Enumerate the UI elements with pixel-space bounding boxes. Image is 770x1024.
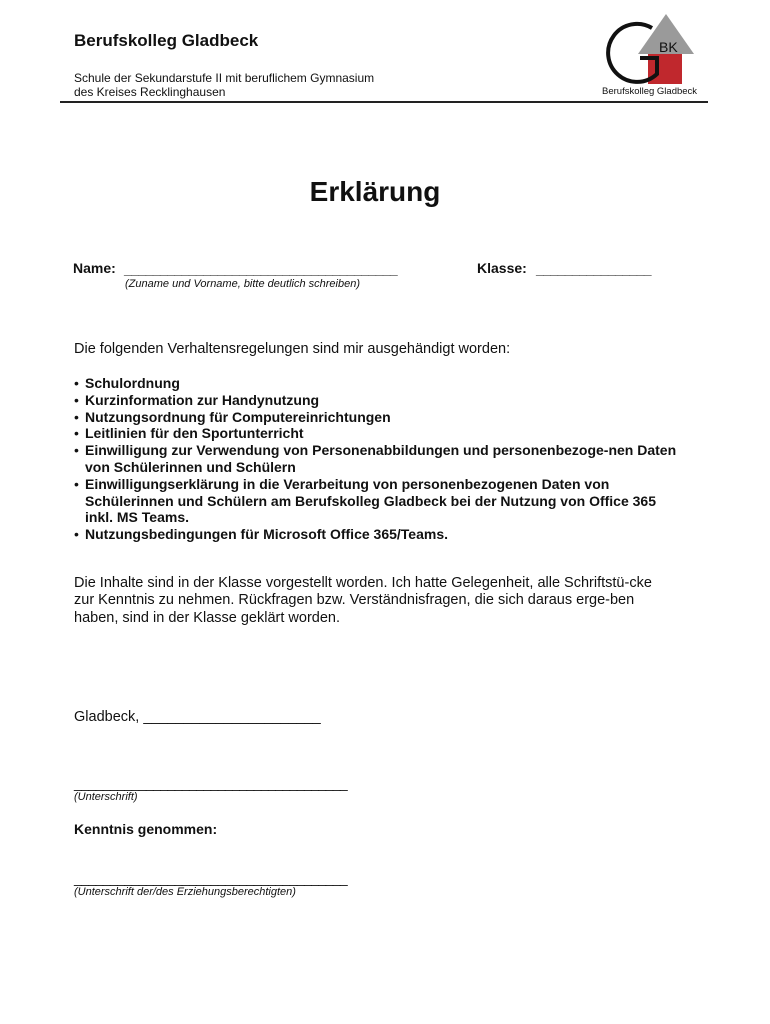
- document-list: [74, 375, 684, 543]
- list-item: • Schulordnung: [74, 375, 684, 392]
- logo-caption: Berufskolleg Gladbeck: [602, 86, 698, 97]
- header-divider: [60, 101, 708, 103]
- klasse-field[interactable]: ________________: [536, 261, 651, 277]
- school-subtitle-line1: Schule der Sekundarstufe II mit beruflichem Gymnasium: [74, 71, 375, 85]
- school-subtitle-line2: des Kreises Recklinghausen: [74, 85, 226, 99]
- kenntnis-label: Kenntnis genommen:: [74, 821, 218, 837]
- school-name: Berufskolleg Gladbeck: [74, 31, 259, 50]
- intro-text: Die folgenden Verhaltensregelungen sind mir ausgehändigt worden:: [74, 341, 511, 357]
- signature-hint: (Unterschrift): [74, 791, 138, 803]
- list-item: • Einwilligungserklärung in die Verarbeitung von personenbezogenen Daten von Schülerinnen und Schülern am Berufskolleg Gladbeck bei der Nutzung von Office 365 inkl. MS Teams.: [74, 476, 684, 526]
- signature-field[interactable]: ______________________________________: [74, 775, 348, 791]
- list-item: • Nutzungsbedingungen für Microsoft Office 365/Teams.: [74, 526, 684, 543]
- name-hint: (Zuname und Vorname, bitte deutlich schreiben): [125, 278, 360, 290]
- document-title: Erklärung: [309, 176, 441, 207]
- list-item: • Kurzinformation zur Handynutzung: [74, 392, 684, 409]
- logo-letters: BK: [659, 39, 678, 55]
- guardian-signature-field[interactable]: ______________________________________: [74, 870, 348, 886]
- list-item: • Leitlinien für den Sportunterricht: [74, 425, 684, 442]
- list-item: • Einwilligung zur Verwendung von Personenabbildungen und personenbezoge-nen Daten von Schülerinnen und Schülern: [74, 442, 684, 476]
- place-date-field[interactable]: Gladbeck, ______________________: [74, 709, 321, 725]
- name-field[interactable]: ______________________________________: [124, 261, 398, 277]
- guardian-signature-hint: (Unterschrift der/des Erziehungsberechtigten): [74, 886, 296, 898]
- name-label: Name:: [73, 260, 116, 276]
- confirmation-paragraph: Die Inhalte sind in der Klasse vorgestellt worden. Ich hatte Gelegenheit, alle Schriftstü-cke zur Kenntnis zu nehmen. Rückfragen bzw. Verständnisfragen, die sich daraus erge-ben haben, sind in der Klasse geklärt worden.: [74, 575, 652, 626]
- school-subtitle: [74, 71, 374, 99]
- klasse-label: Klasse:: [477, 260, 527, 276]
- list-item: • Nutzungsordnung für Computereinrichtungen: [74, 409, 684, 426]
